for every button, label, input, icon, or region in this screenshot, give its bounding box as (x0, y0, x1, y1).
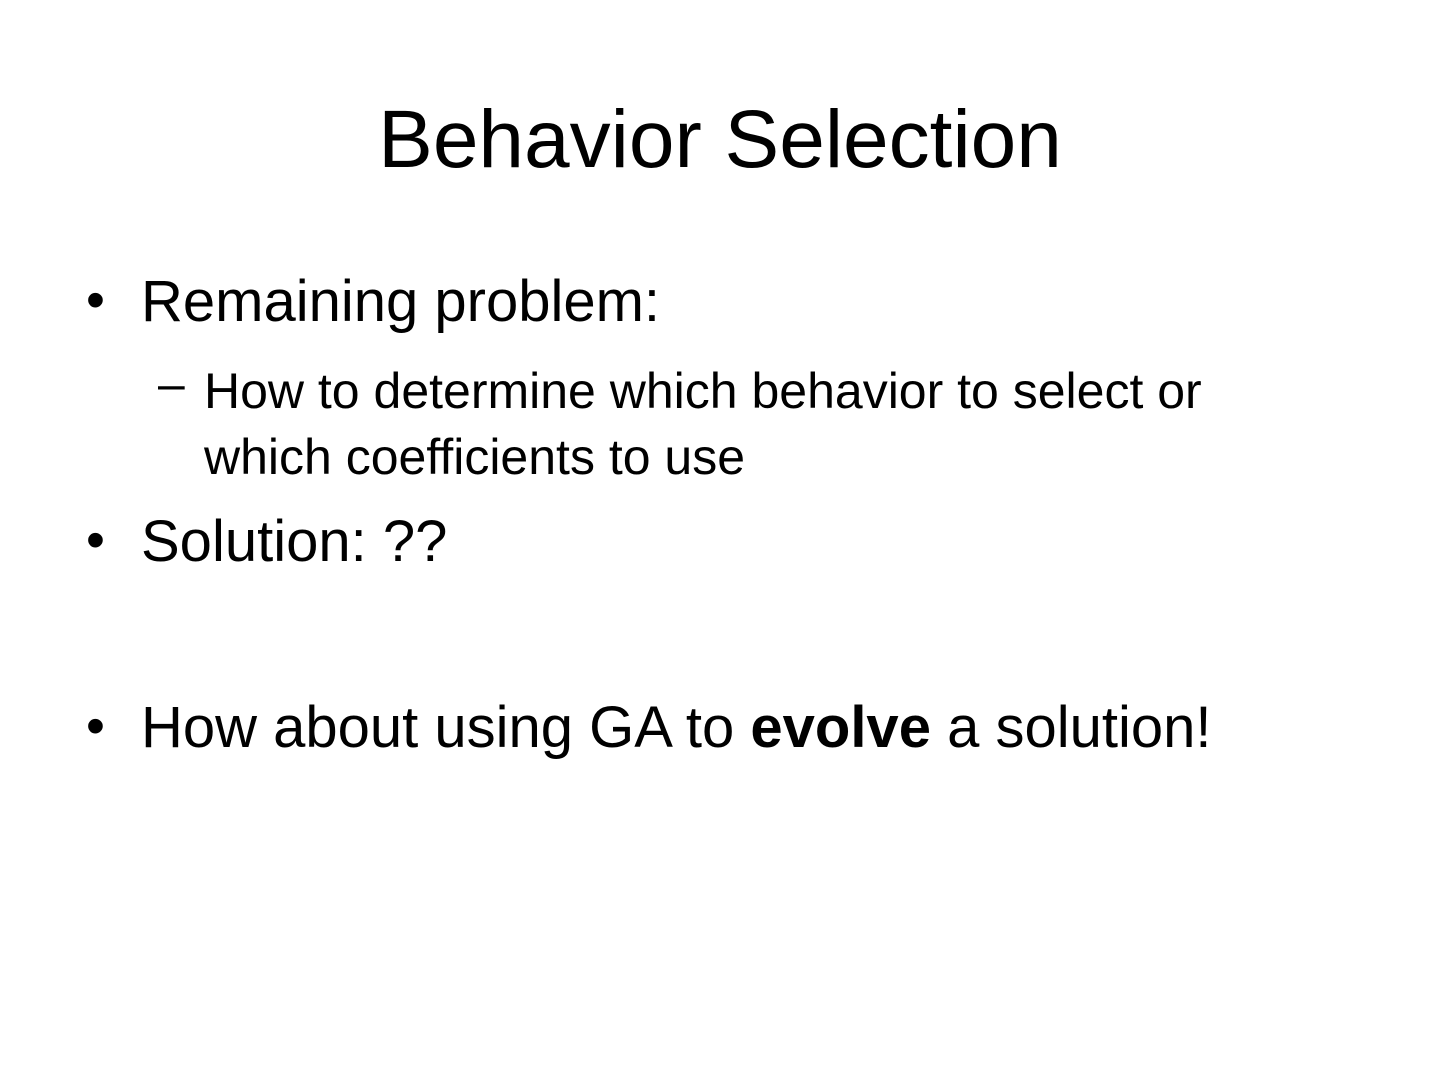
sub-bullet-text (204, 358, 1384, 490)
bullet-text: Remaining problem: (141, 269, 661, 334)
bullet-text-before: How about using GA to (141, 695, 751, 760)
bullet-marker: • (86, 270, 105, 330)
bullet-text (141, 696, 1211, 760)
bullet-text: Solution: ?? (141, 509, 448, 574)
bullet-text-after: a solution! (930, 695, 1212, 760)
bullet-marker: • (86, 696, 105, 756)
bullet-text-emphasis: evolve (750, 695, 931, 760)
sub-bullet-line: How to determine which behavior to select or (204, 363, 1202, 419)
sub-bullet-marker: – (158, 358, 185, 411)
slide-title: Behavior Selection (378, 94, 1062, 185)
bullet-marker: • (86, 510, 105, 570)
sub-bullet-line: which coefficients to use (204, 429, 746, 485)
